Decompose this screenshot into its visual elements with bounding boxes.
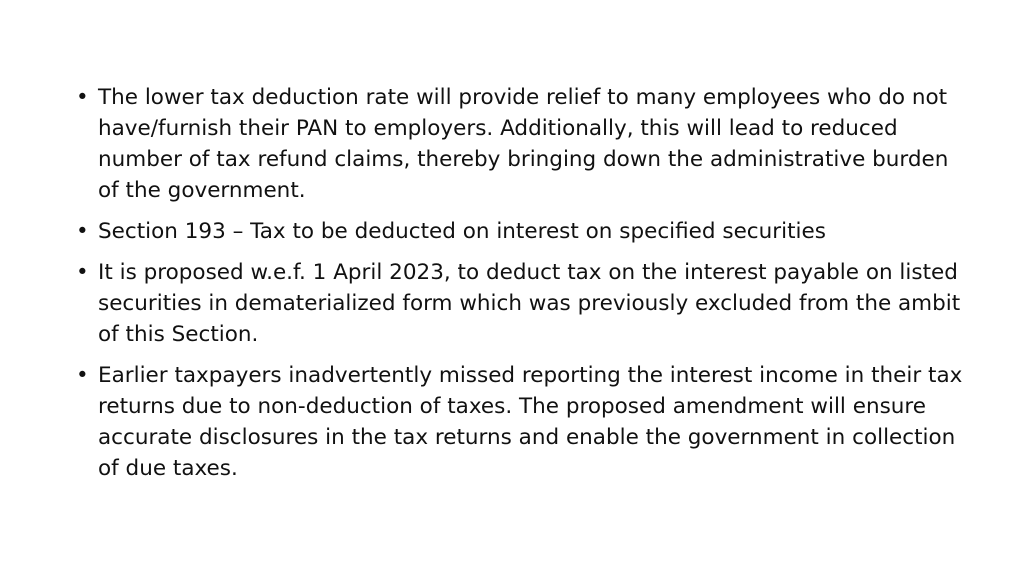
bullet-icon: •: [76, 85, 89, 110]
bullet-icon: •: [76, 363, 89, 388]
bullet-item: [74, 82, 964, 206]
bullet-text: Section 193 – Tax to be deducted on interest on specified securities: [98, 219, 826, 244]
bullet-icon: •: [76, 260, 89, 285]
bullet-icon: •: [76, 219, 89, 244]
bullet-text: The lower tax deduction rate will provide relief to many employees who do not have/furnish their PAN to employers. Additionally, this will lead to reduced number of tax refund claims, thereby bringing down the administrative burden of the government.: [98, 85, 949, 203]
bullet-list: [74, 82, 964, 494]
bullet-item: [74, 216, 964, 247]
bullet-text: It is proposed w.e.f. 1 April 2023, to deduct tax on the interest payable on listed securities in dematerialized form which was previously excluded from the ambit of this Section.: [98, 260, 961, 347]
bullet-item: [74, 257, 964, 350]
bullet-text: Earlier taxpayers inadvertently missed reporting the interest income in their tax returns due to non-deduction of taxes. The proposed amendment will ensure accurate disclosures in the tax returns and enable the government in collection of due taxes.: [98, 363, 963, 481]
bullet-item: [74, 360, 964, 484]
